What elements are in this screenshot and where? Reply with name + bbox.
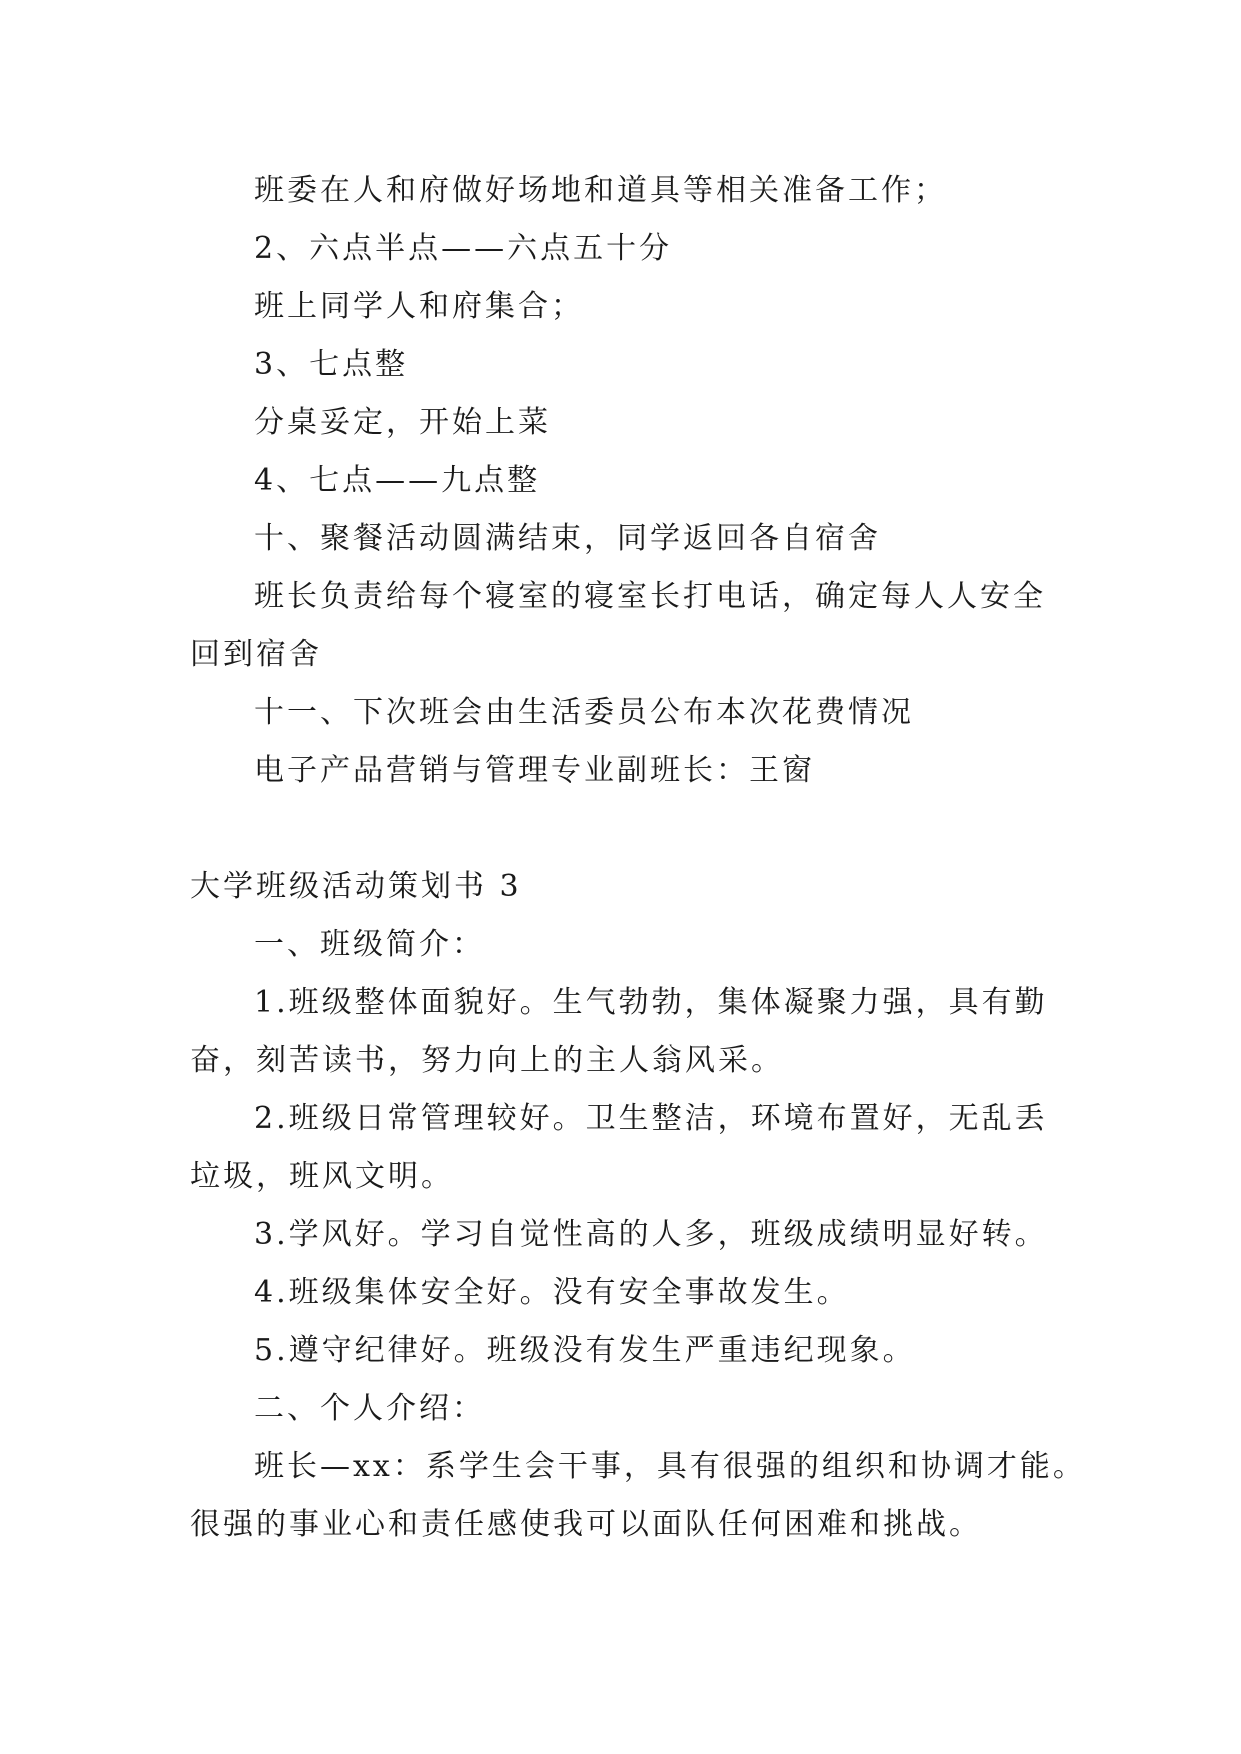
paragraph-line: 班委在人和府做好场地和道具等相关准备工作；: [254, 173, 947, 208]
section-title: 大学班级活动策划书 3: [190, 869, 522, 904]
paragraph-line: 班长—xx：系学生会干事，具有很强的组织和协调才能。: [254, 1449, 1086, 1484]
paragraph-line: 4、七点——九点整: [254, 463, 541, 498]
paragraph-line: 4.班级集体安全好。没有安全事故发生。: [254, 1275, 850, 1310]
paragraph-line: 班长负责给每个寝室的寝室长打电话，确定每人人安全: [254, 579, 1046, 614]
document-body: [190, 162, 1086, 1554]
paragraph-line: 3、七点整: [254, 347, 409, 382]
paragraph-line: 一、班级简介：: [254, 927, 485, 962]
paragraph-line-continuation: 奋，刻苦读书，努力向上的主人翁风采。: [190, 1043, 784, 1078]
paragraph-line-continuation: 回到宿舍: [190, 637, 322, 672]
paragraph-line: 3.学风好。学习自觉性高的人多，班级成绩明显好转。: [254, 1217, 1048, 1252]
paragraph-line: 2.班级日常管理较好。卫生整洁，环境布置好，无乱丢: [254, 1101, 1048, 1136]
paragraph-line: 二、个人介绍：: [254, 1391, 485, 1426]
paragraph-line: 十、聚餐活动圆满结束，同学返回各自宿舍: [254, 521, 881, 556]
paragraph-line-continuation: 很强的事业心和责任感使我可以面队任何困难和挑战。: [190, 1507, 982, 1542]
paragraph-line: 分桌妥定，开始上菜: [254, 405, 551, 440]
paragraph-line: 1.班级整体面貌好。生气勃勃，集体凝聚力强，具有勤: [254, 985, 1048, 1020]
paragraph-line: 2、六点半点——六点五十分: [254, 231, 673, 266]
paragraph-line: 十一、下次班会由生活委员公布本次花费情况: [254, 695, 914, 730]
paragraph-line: 电子产品营销与管理专业副班长：王窗: [254, 753, 815, 788]
paragraph-line: 5.遵守纪律好。班级没有发生严重违纪现象。: [254, 1333, 916, 1368]
section-gap: [190, 800, 1070, 858]
paragraph-line: 班上同学人和府集合；: [254, 289, 584, 324]
paragraph-line-continuation: 垃圾，班风文明。: [190, 1159, 454, 1194]
